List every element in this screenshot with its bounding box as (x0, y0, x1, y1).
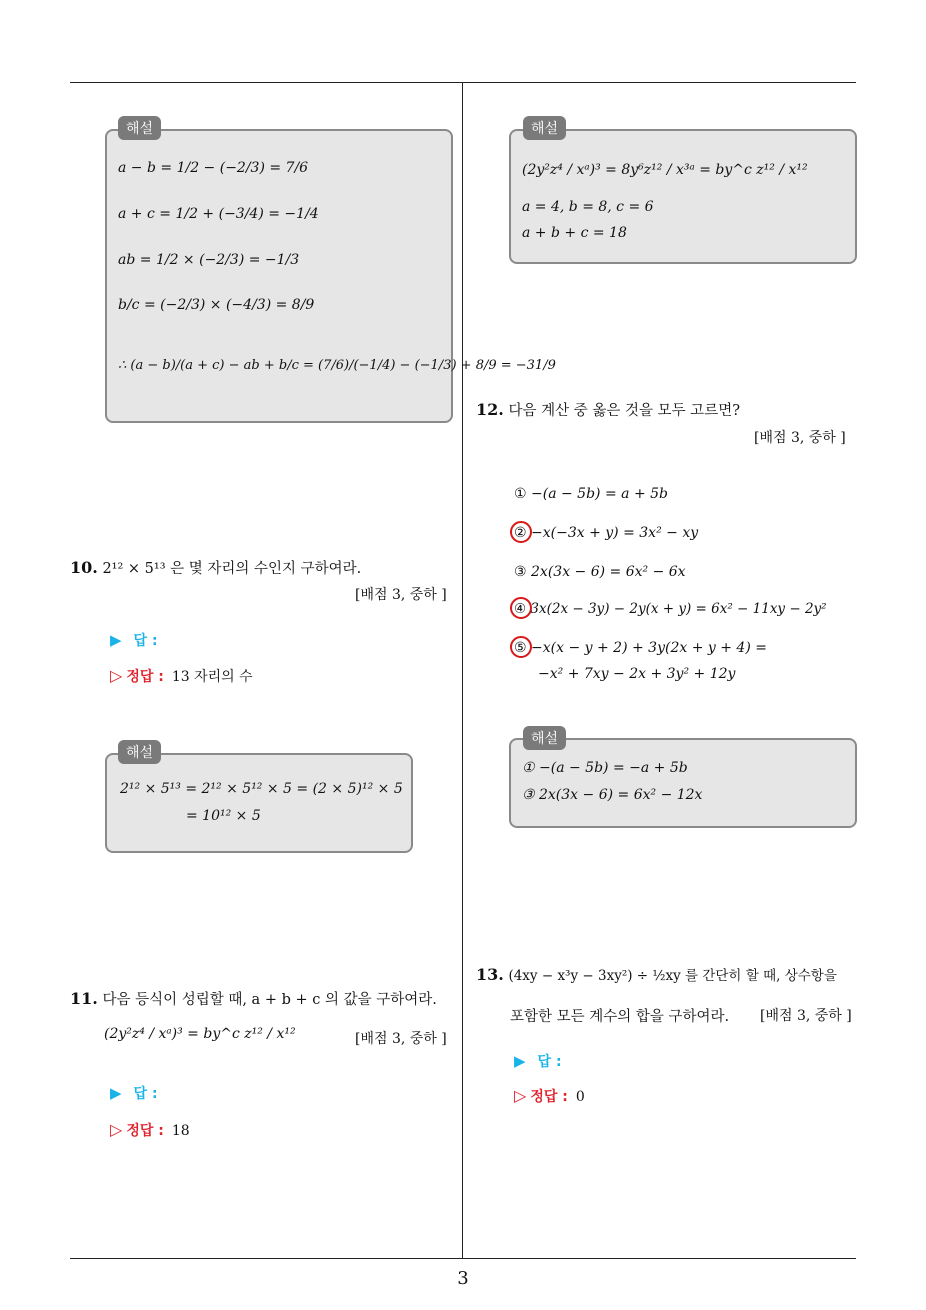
top-rule (70, 82, 856, 83)
play-icon: ▶ (110, 1084, 122, 1102)
solution-box-q12 (509, 738, 857, 828)
solution-tag: 해설 (523, 116, 566, 140)
triangle-outline-icon: ▷ (110, 666, 123, 685)
question-number: 12. (476, 400, 504, 419)
question-equation: (2y²z⁴ / xᵃ)³ = by^c z¹² / x¹² (104, 1026, 296, 1042)
answer-label: 답 : (133, 1086, 158, 1102)
answer-row (110, 1083, 158, 1103)
solution-line: a + c = 1/2 + (−3/4) = −1/4 (118, 206, 319, 222)
question-number: 10. (70, 558, 98, 577)
correct-answer-value: 18 (171, 1123, 190, 1139)
question-11 (70, 988, 437, 1009)
correct-answer-row (110, 1120, 190, 1140)
solution-tag: 해설 (523, 726, 566, 750)
correct-answer-value: 0 (575, 1089, 585, 1105)
question-text: 다음 계산 중 옳은 것을 모두 고르면? (508, 403, 740, 419)
solution-line: ab = 1/2 × (−2/3) = −1/3 (118, 252, 300, 268)
solution-tag: 해설 (118, 740, 161, 764)
solution-line: b/c = (−2/3) × (−4/3) = 8/9 (118, 297, 315, 313)
option-2[interactable] (514, 525, 698, 541)
option-mark: ③ (514, 564, 527, 580)
correct-answer-row (514, 1086, 585, 1106)
option-mark: ② (514, 525, 527, 541)
triangle-outline-icon: ▷ (514, 1086, 527, 1105)
question-12 (476, 399, 740, 420)
play-icon: ▶ (110, 631, 122, 649)
question-meta: [배점 3, 중하 ] (355, 587, 447, 603)
triangle-outline-icon: ▷ (110, 1120, 123, 1139)
correct-answer-value: 13 자리의 수 (171, 669, 253, 685)
page-number: 3 (457, 1268, 469, 1289)
solution-line: 2¹² × 5¹³ = 2¹² × 5¹² × 5 = (2 × 5)¹² × 5 (120, 781, 403, 797)
answer-label: 답 : (133, 633, 158, 649)
solution-box-q11 (509, 129, 857, 264)
answer-label: 답 : (537, 1054, 562, 1070)
option-expression: −x(x − y + 2) + 3y(2x + y + 4) = (531, 640, 767, 656)
play-icon: ▶ (514, 1052, 526, 1070)
correct-answer-label: 정답 : (530, 1089, 568, 1105)
option-3[interactable] (514, 564, 686, 580)
question-text-cont: 포함한 모든 계수의 합을 구하여라. (510, 1009, 730, 1025)
question-number: 13. (476, 965, 504, 984)
solution-tag: 해설 (118, 116, 161, 140)
solution-line: ① −(a − 5b) = −a + 5b (522, 760, 688, 776)
option-mark: ⑤ (514, 640, 527, 656)
solution-line: a + b + c = 18 (522, 225, 627, 241)
solution-line: (2y²z⁴ / xᵃ)³ = 8y⁶z¹² / x³ᵃ = by^c z¹² / x¹² (522, 162, 808, 178)
question-text: 다음 등식이 성립할 때, a + b + c 의 값을 구하여라. (102, 992, 437, 1008)
question-meta: [배점 3, 중하 ] (760, 1008, 852, 1024)
question-13 (476, 964, 837, 984)
solution-box-q10 (105, 753, 413, 853)
solution-line: ∴ (a − b)/(a + c) − ab + b/c = (7/6)/(−1/4) − (−1/3) + 8/9 = −31/9 (118, 358, 556, 373)
question-10 (70, 557, 361, 578)
solution-line: a = 4, b = 8, c = 6 (522, 199, 654, 215)
option-mark: ① (514, 486, 527, 502)
option-expression: 3x(2x − 3y) − 2y(x + y) = 6x² − 11xy − 2y² (530, 601, 827, 617)
question-text: (4xy − x³y − 3xy²) ÷ ½xy 를 간단히 할 때, 상수항을 (508, 968, 837, 984)
solution-line: = 10¹² × 5 (186, 808, 261, 824)
option-expression: 2x(3x − 6) = 6x² − 6x (531, 564, 686, 580)
column-divider (462, 83, 463, 1258)
correct-answer-row (110, 666, 253, 686)
solution-line: ③ 2x(3x − 6) = 6x² − 12x (522, 787, 703, 803)
option-expression: −x(−3x + y) = 3x² − xy (531, 525, 699, 541)
question-meta: [배점 3, 중하 ] (355, 1031, 447, 1047)
option-mark: ④ (514, 601, 527, 617)
option-expression: −(a − 5b) = a + 5b (531, 486, 668, 502)
option-1[interactable] (514, 486, 668, 502)
answer-row (110, 630, 158, 650)
option-5[interactable] (514, 640, 767, 656)
question-meta: [배점 3, 중하 ] (754, 430, 846, 446)
bottom-rule (70, 1258, 856, 1259)
question-number: 11. (70, 989, 98, 1008)
answer-row (514, 1051, 562, 1071)
correct-answer-label: 정답 : (126, 1123, 164, 1139)
option-5-continuation: −x² + 7xy − 2x + 3y² + 12y (538, 666, 736, 682)
question-text: 2¹² × 5¹³ 은 몇 자리의 수인지 구하여라. (102, 561, 362, 577)
solution-line: a − b = 1/2 − (−2/3) = 7/6 (118, 160, 309, 176)
correct-answer-label: 정답 : (126, 669, 164, 685)
option-4[interactable] (514, 601, 827, 617)
